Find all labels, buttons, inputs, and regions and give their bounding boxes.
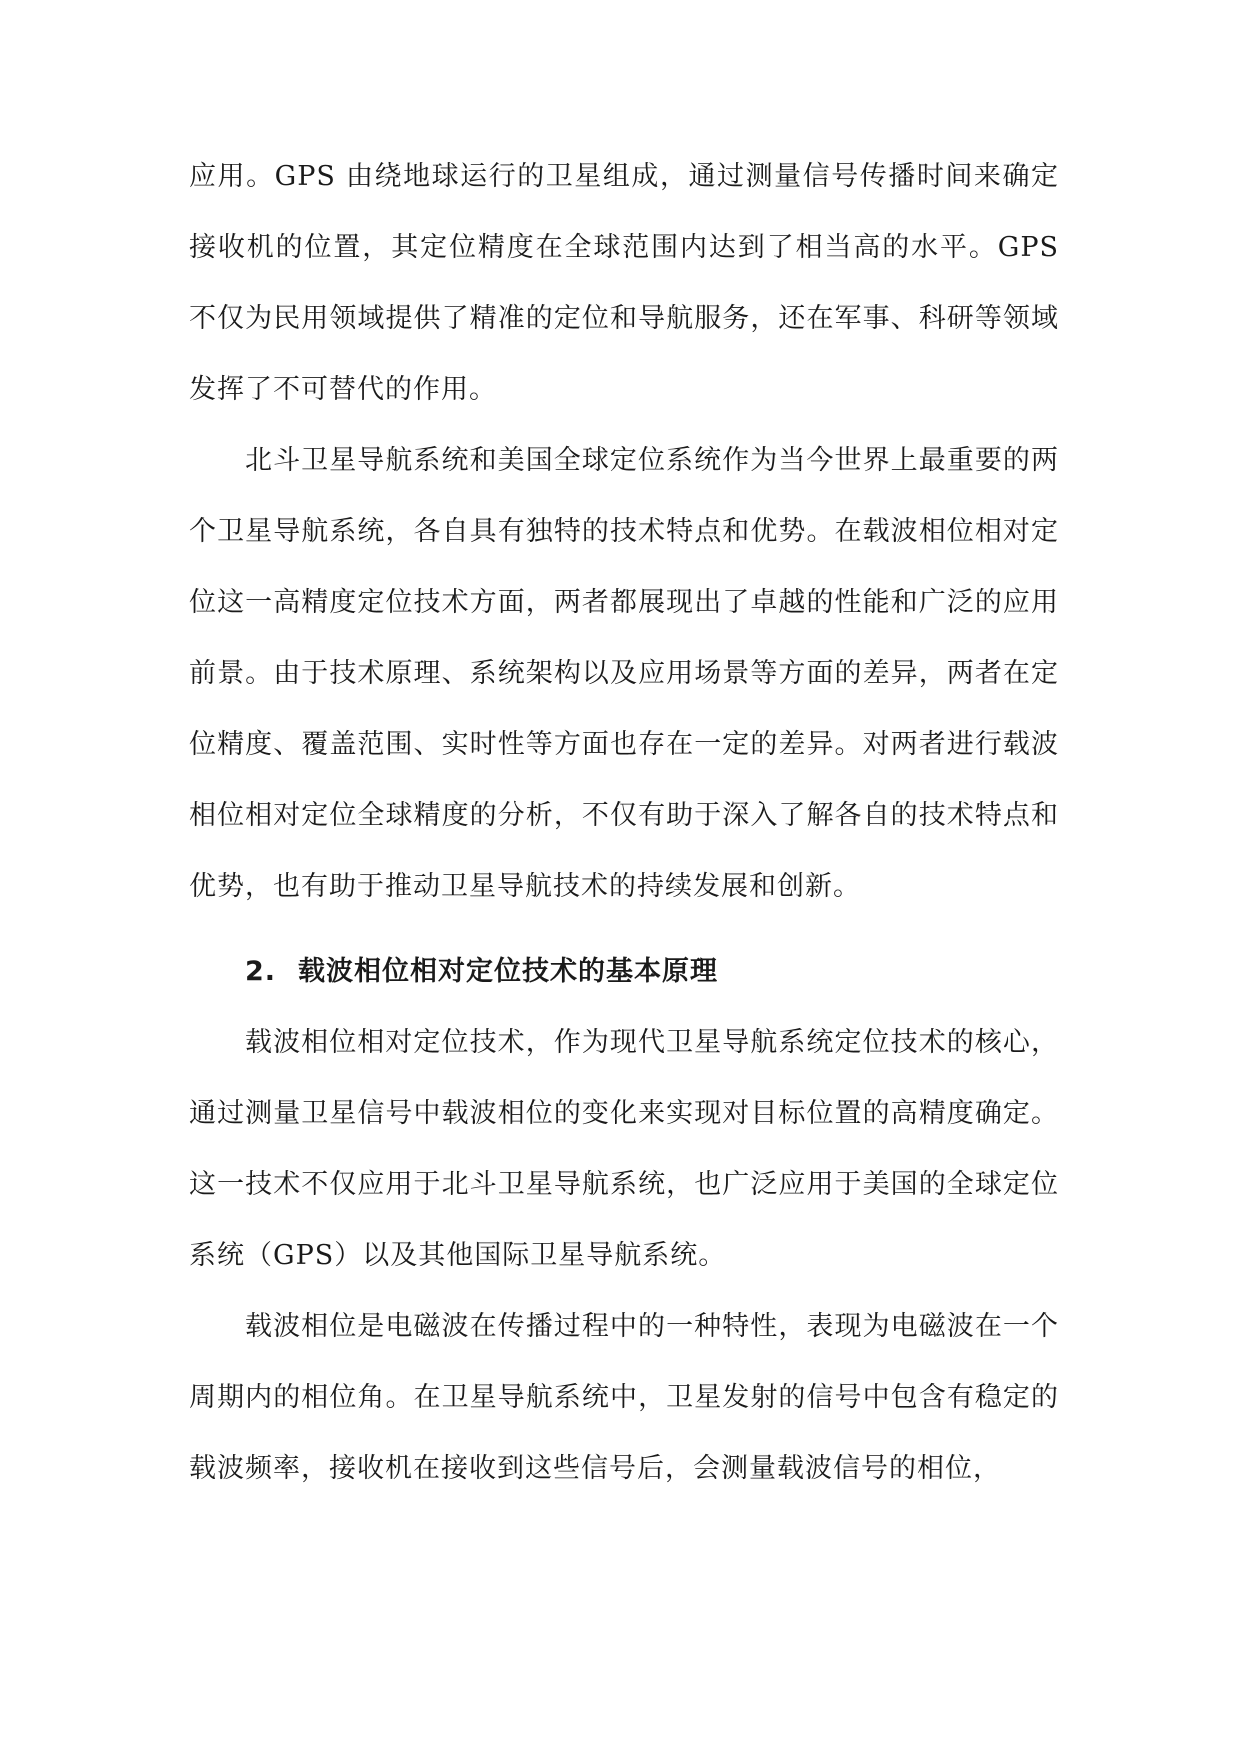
paragraph-carrier-phase-definition: 载波相位相对定位技术，作为现代卫星导航系统定位技术的核心，通过测量卫星信号中载波相位的变化来实现对目标位置的高精度确定。这一技术不仅应用于北斗卫星导航系统，也广泛应用于美国的全球定位系统（GPS）以及其他国际卫星导航系统。 bbox=[189, 1027, 1059, 1271]
paragraph-beidou-gps-comparison: 北斗卫星导航系统和美国全球定位系统作为当今世界上最重要的两个卫星导航系统，各自具有独特的技术特点和优势。在载波相位相对定位这一高精度定位技术方面，两者都展现出了卓越的性能和广泛的应用前景。由于技术原理、系统架构以及应用场景等方面的差异，两者在定位精度、覆盖范围、实时性等方面也存在一定的差异。对两者进行载波相位相对定位全球精度的分析，不仅有助于深入了解各自的技术特点和优势，也有助于推动卫星导航技术的持续发展和创新。 bbox=[189, 445, 1059, 902]
section-number: 2. bbox=[245, 956, 277, 987]
paragraph-carrier-phase-principle: 载波相位是电磁波在传播过程中的一种特性，表现为电磁波在一个周期内的相位角。在卫星导航系统中，卫星发射的信号中包含有稳定的载波频率，接收机在接收到这些信号后，会测量载波信号的相位， bbox=[189, 1311, 1059, 1484]
section-title: 载波相位相对定位技术的基本原理 bbox=[298, 956, 719, 987]
section-heading bbox=[189, 936, 1059, 1007]
document-body bbox=[189, 141, 1059, 1504]
paragraph-gps-intro-continued: 应用。GPS 由绕地球运行的卫星组成，通过测量信号传播时间来确定接收机的位置，其定位精度在全球范围内达到了相当高的水平。GPS 不仅为民用领域提供了精准的定位和导航服务，还在军事、科研等领域发挥了不可替代的作用。 bbox=[189, 161, 1059, 405]
